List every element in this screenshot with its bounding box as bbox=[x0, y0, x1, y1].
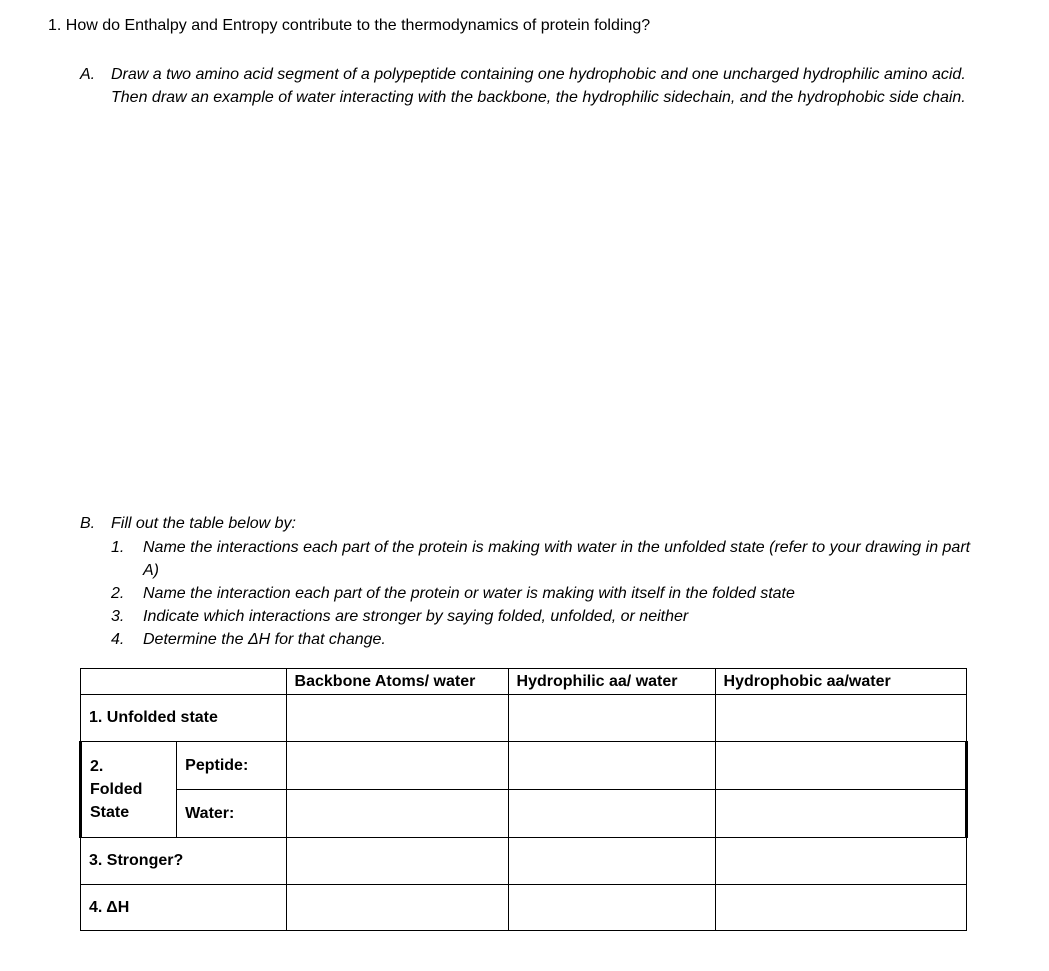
step-number: 1. bbox=[111, 539, 125, 556]
step-number: 2. bbox=[111, 585, 125, 602]
row-label-peptide: Peptide: bbox=[177, 742, 286, 790]
answer-cell-water-hydrophilic[interactable] bbox=[508, 790, 715, 838]
step-number: 3. bbox=[111, 608, 125, 625]
step-number: 4. bbox=[111, 631, 125, 648]
answer-cell-dh-hydrophilic[interactable] bbox=[508, 885, 715, 931]
table-row-unfolded bbox=[81, 695, 967, 742]
answer-cell-stronger-hydrophobic[interactable] bbox=[715, 838, 966, 885]
answer-cell-peptide-hydrophobic[interactable] bbox=[715, 742, 966, 790]
header-hydrophobic: Hydrophobic aa/water bbox=[715, 669, 966, 695]
part-b-letter: B. bbox=[80, 515, 96, 532]
header-backbone: Backbone Atoms/ water bbox=[286, 669, 508, 695]
table-header-row bbox=[81, 669, 967, 695]
row-label-stronger: 3. Stronger? bbox=[81, 838, 287, 885]
thermo-table bbox=[79, 668, 968, 931]
answer-cell-unfolded-hydrophilic[interactable] bbox=[508, 695, 715, 742]
step-item bbox=[111, 605, 971, 628]
table-row-stronger bbox=[81, 838, 967, 885]
drawing-answer-area[interactable] bbox=[48, 140, 1008, 500]
answer-cell-peptide-backbone[interactable] bbox=[286, 742, 508, 790]
table-row-delta-h bbox=[81, 885, 967, 931]
step-item bbox=[111, 536, 971, 582]
part-b-steps bbox=[111, 536, 971, 651]
part-a-letter: A. bbox=[80, 66, 96, 83]
answer-cell-dh-backbone[interactable] bbox=[286, 885, 508, 931]
answer-cell-unfolded-backbone[interactable] bbox=[286, 695, 508, 742]
answer-cell-stronger-backbone[interactable] bbox=[286, 838, 508, 885]
answer-cell-dh-hydrophobic[interactable] bbox=[715, 885, 966, 931]
folded-num: 2. bbox=[90, 758, 104, 775]
table-row-folded-peptide bbox=[81, 742, 967, 790]
header-blank-cell bbox=[81, 669, 287, 695]
folded-word-1: Folded bbox=[90, 781, 143, 798]
step-text: Indicate which interactions are stronger by saying folded, unfolded, or neither bbox=[143, 608, 689, 625]
step-item bbox=[111, 582, 971, 605]
row-label-delta-h: 4. ΔH bbox=[81, 885, 287, 931]
row-label-unfolded: 1. Unfolded state bbox=[81, 695, 287, 742]
step-text: Determine the ΔH for that change. bbox=[143, 631, 386, 648]
answer-cell-peptide-hydrophilic[interactable] bbox=[508, 742, 715, 790]
row-label-water: Water: bbox=[177, 790, 286, 838]
step-text: Name the interaction each part of the protein or water is making with itself in the folded state bbox=[143, 585, 795, 602]
folded-word-2: State bbox=[90, 804, 130, 821]
question-title: 1. How do Enthalpy and Entropy contribute to the thermodynamics of protein folding? bbox=[48, 17, 651, 34]
step-text: Name the interactions each part of the protein is making with water in the unfolded state (refer to your drawing in part A) bbox=[143, 539, 971, 579]
table-row-folded-water bbox=[81, 790, 967, 838]
step-item bbox=[111, 628, 971, 651]
header-hydrophilic: Hydrophilic aa/ water bbox=[508, 669, 715, 695]
answer-cell-unfolded-hydrophobic[interactable] bbox=[715, 695, 966, 742]
part-a-text: Draw a two amino acid segment of a polypeptide containing one hydrophobic and one uncharged hydrophilic amino acid. Then draw an example of water interacting with the backbone, the hydrophilic sidechain, and the hydrophobic side chain. bbox=[111, 66, 966, 106]
answer-cell-stronger-hydrophilic[interactable] bbox=[508, 838, 715, 885]
answer-cell-water-hydrophobic[interactable] bbox=[715, 790, 966, 838]
row-label-folded bbox=[81, 742, 177, 838]
part-b-intro: Fill out the table below by: bbox=[111, 515, 296, 532]
answer-cell-water-backbone[interactable] bbox=[286, 790, 508, 838]
